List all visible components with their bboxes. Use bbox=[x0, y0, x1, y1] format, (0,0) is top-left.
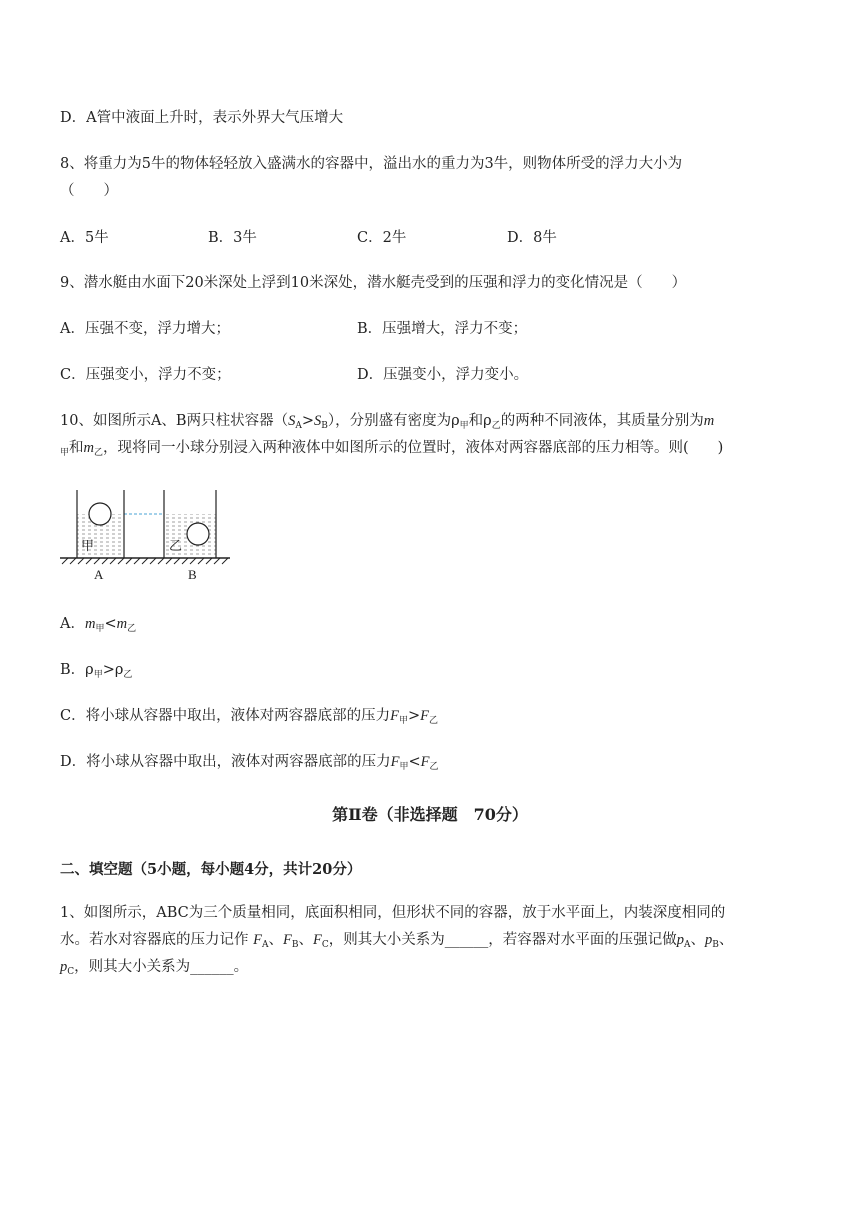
ball-in-b bbox=[187, 523, 209, 545]
q9-option-c: C．压强变小，浮力不变； bbox=[60, 367, 231, 383]
label-yi: 乙 bbox=[169, 539, 183, 554]
q8-option-a: A．5牛 bbox=[60, 230, 109, 246]
q10-stem-line2: $_甲$和$m_乙$，现将同一小球分别浸入两种液体中如图所示的位置时，液体对两容器底部的压力相等。则( ) bbox=[60, 440, 724, 458]
q10-option-b: B．$\rho_甲>\rho_乙$ bbox=[60, 662, 133, 680]
label-a: A bbox=[94, 567, 104, 582]
q8-stem-line2: （ ） bbox=[60, 183, 118, 199]
q10-option-d: D．将小球从容器中取出，液体对两容器底部的压力$F_甲<F_乙$ bbox=[60, 754, 439, 772]
section-2-title: 第Ⅱ卷（非选择题 70分） bbox=[332, 805, 528, 824]
q9-option-b: B．压强增大，浮力不变； bbox=[357, 321, 528, 337]
fill-q1-line3: $p_C$，则其大小关系为______。 bbox=[60, 959, 249, 977]
ground-hatching bbox=[62, 558, 228, 564]
fill-q1-line1: 1、如图所示，ABC为三个质量相同，底面积相同，但形状不同的容器，放于水平面上，内装深度相同的 bbox=[60, 905, 726, 921]
q8-option-d: D．8牛 bbox=[507, 230, 557, 246]
q10-option-c: C．将小球从容器中取出，液体对两容器底部的压力$F_甲>F_乙$ bbox=[60, 708, 438, 726]
ball-in-a bbox=[89, 503, 111, 525]
q9-option-a: A．压强不变，浮力增大； bbox=[60, 321, 230, 337]
q8-option-c: C．2牛 bbox=[357, 230, 407, 246]
q9-option-d: D．压强变小，浮力变小。 bbox=[357, 367, 529, 383]
part-2-heading: 二、填空题（5小题，每小题4分，共计20分） bbox=[60, 861, 362, 878]
q9-stem: 9、潜水艇由水面下20米深处上浮到10米深处，潜水艇壳受到的压强和浮力的变化情况是（ ） bbox=[60, 275, 687, 291]
q10-stem-line1: 10、如图所示A、B两只柱状容器$(S_A>S_B)$，分别盛有密度为$\rho_甲$和$\rho_乙$的两种不同液体，其质量分别为m bbox=[60, 413, 715, 431]
label-jia: 甲 bbox=[81, 539, 95, 554]
label-b: B bbox=[188, 567, 197, 582]
q7-option-d: D．A管中液面上升时，表示外界大气压增大 bbox=[60, 110, 344, 126]
q10-option-a: A．$m_甲<m_乙$ bbox=[60, 616, 137, 634]
fill-q1-line2: 水。若水对容器底的压力记作 $F_A$、$F_B$、$F_C$，则其大小关系为______，若容器对水平面的压强记做$p_A$、$p_B$、 bbox=[60, 932, 734, 950]
q8-option-b: B．3牛 bbox=[208, 230, 257, 246]
q8-stem-line1: 8、将重力为5牛的物体轻轻放入盛满水的容器中，溢出水的重力为3牛，则物体所受的浮力大小为 bbox=[60, 156, 683, 172]
q10-container-figure bbox=[58, 488, 238, 583]
